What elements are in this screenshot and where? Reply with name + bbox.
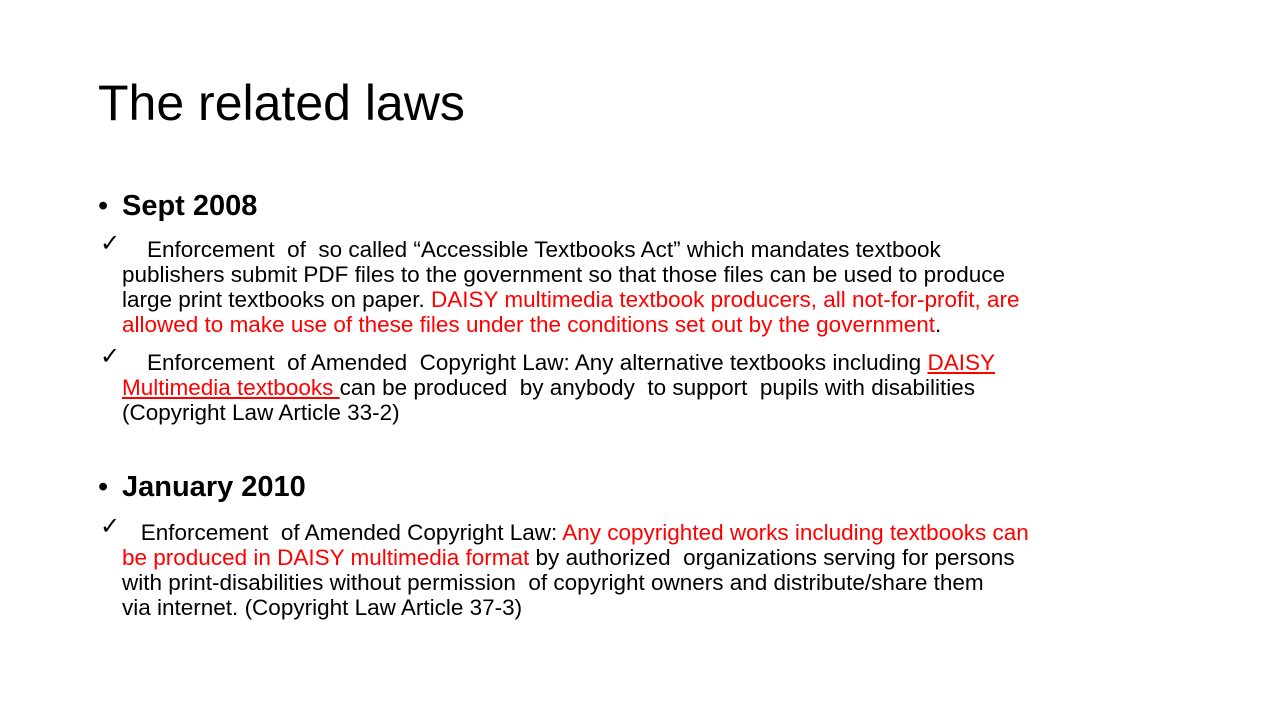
text-run: publishers submit PDF files to the government so that those files can be used to produce bbox=[122, 262, 1005, 287]
checkmark-icon: ✓ bbox=[100, 230, 121, 257]
slide-title: The related laws bbox=[98, 75, 465, 131]
text-line bbox=[122, 400, 1210, 425]
text-run-highlight: be produced in DAISY multimedia format bbox=[122, 545, 530, 570]
text-line bbox=[122, 350, 1210, 375]
section-heading-january-2010 bbox=[98, 471, 306, 504]
text-run: (Copyright Law Article 33-2) bbox=[122, 400, 400, 425]
text-line bbox=[122, 262, 1210, 287]
text-run: Enforcement of Amended Copyright Law: bbox=[122, 520, 563, 545]
text-line bbox=[122, 237, 1210, 262]
text-run: can be produced by anybody to support pupils with disabilities bbox=[339, 375, 975, 400]
checkmark-icon: ✓ bbox=[100, 343, 121, 370]
text-run: Enforcement of so called “Accessible Textbooks Act” which mandates textbook bbox=[122, 237, 941, 262]
text-line bbox=[122, 375, 1210, 400]
bullet-icon: • bbox=[98, 190, 109, 222]
text-run-highlight: DAISY multimedia textbook producers, all not-for-profit, are bbox=[430, 287, 1020, 312]
text-line bbox=[122, 520, 1210, 545]
section-heading-sept-2008 bbox=[98, 190, 257, 223]
bullet-icon: • bbox=[98, 471, 109, 503]
law-item-amended-copyright-37-3 bbox=[100, 513, 1210, 620]
heading-label: Sept 2008 bbox=[122, 190, 258, 222]
text-run: large print textbooks on paper. bbox=[122, 287, 431, 312]
text-run-highlight: allowed to make use of these files under the conditions set out by the government bbox=[122, 312, 935, 337]
law-item-accessible-textbooks-act bbox=[100, 230, 1210, 337]
text-run: Enforcement of Amended Copyright Law: Any alternative textbooks including bbox=[122, 350, 928, 375]
text-run: . bbox=[935, 312, 942, 337]
item-text bbox=[100, 520, 1210, 620]
text-line bbox=[122, 595, 1210, 620]
item-text bbox=[100, 237, 1210, 337]
text-run-highlight-link: Multimedia textbooks bbox=[122, 375, 340, 400]
text-run-highlight: Any copyrighted works including textbooks can bbox=[562, 520, 1029, 545]
text-run: by authorized organizations serving for persons bbox=[529, 545, 1015, 570]
text-run-highlight-link: DAISY bbox=[927, 350, 995, 375]
text-line bbox=[122, 545, 1210, 570]
text-line bbox=[122, 570, 1210, 595]
heading-label: January 2010 bbox=[122, 471, 306, 503]
law-item-amended-copyright-33-2 bbox=[100, 343, 1210, 425]
text-line bbox=[122, 312, 1210, 337]
item-text bbox=[100, 350, 1210, 425]
checkmark-icon: ✓ bbox=[100, 513, 121, 540]
text-run: with print-disabilities without permission of copyright owners and distribute/share them bbox=[122, 570, 984, 595]
text-run: via internet. (Copyright Law Article 37-3) bbox=[122, 595, 523, 620]
text-line bbox=[122, 287, 1210, 312]
